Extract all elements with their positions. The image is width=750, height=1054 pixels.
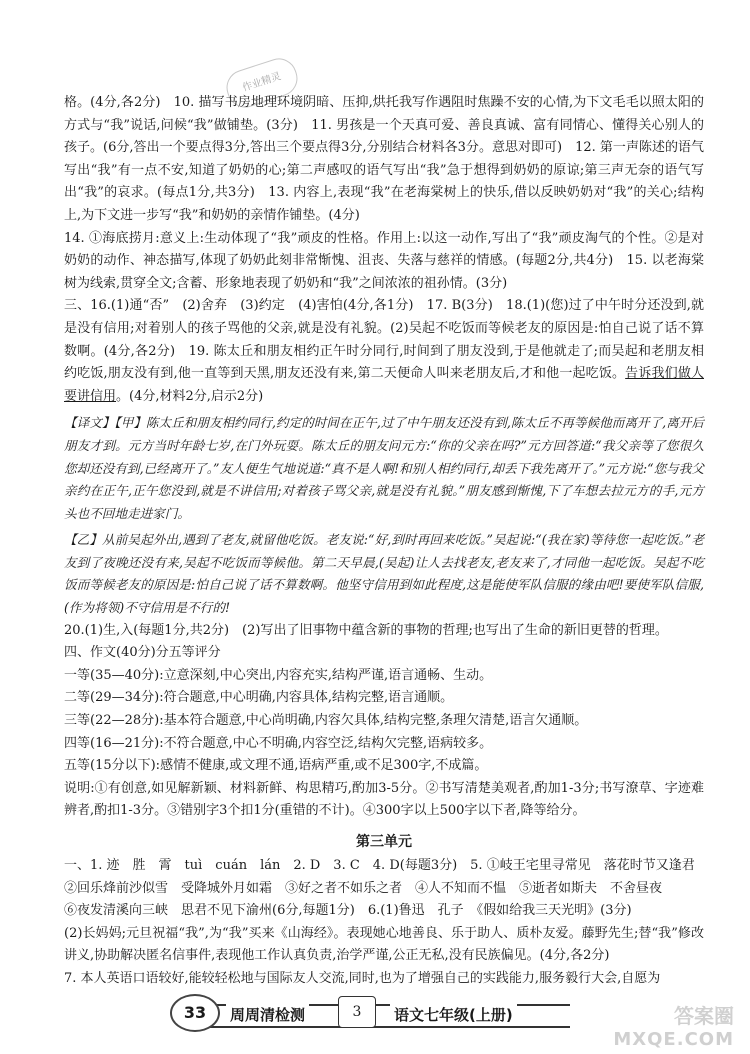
watermark-line-1: 答案圈 <box>674 1004 734 1028</box>
site-watermark <box>613 1004 734 1052</box>
brand-logo-icon: 33 <box>170 994 220 1032</box>
unit-line-1: 一、1. 迹 胜 霄 tuì cuán lán 2. D 3. C 4. D(每题3分) 5. ①岐王宅里寻常见 落花时节又逢君 <box>64 858 695 873</box>
translation-yi: 【乙】从前吴起外出,遇到了老友,就留他吃饭。老友说:“好,到时再回来吃饭。”吴起说:“(我在家)等待您一起吃饭。”老友到了夜晚还没有来,吴起不吃饭而等候他。第二天早晨,(吴起)让人去找老友,老友来了,才同他一起吃饭。吴起不吃饭而等候老友的原因是:怕自己说了话不算数啊。他坚守信用到如此程度,这是能使军队信服的缘由吧!要使军队信服,(作为将领)不守信用是不行的! <box>64 532 704 616</box>
answer-block-3-text: 三、16.(1)通“否” (2)舍弃 (3)约定 (4)害怕(4分,各1分) 17. B(3分) 18.(1)(您)过了中午时分还没到,就是没有信用;对着别人的孩子骂他的父亲,就是没有礼貌。(2)吴起不吃饭而等候老友的原因是:怕自己说了话不算数啊。(4分,各2分) 19. 陈太丘和朋友相约正午时分同行,时间到了朋友没到,于是他就走了;而吴起和老朋友相约吃饭,朋友没有到,他一直等到天黑,朋友还没有来,第二天便命人叫来老朋友后,才和他一起吃饭。 <box>64 298 704 382</box>
translation-jia: 【译文】【甲】陈太丘和朋友相约同行,约定的时间在正午,过了中午朋友还没有到,陈太丘不再等候他而离开了,离开后朋友才到。元方当时年龄七岁,在门外玩耍。陈太丘的朋友问元方:“你的父亲在吗?”元方回答道:“我父亲等了您很久您却还没有到,已经离开了。”友人便生气地说道:“真不是人啊!和别人相约同行,却丢下我先离开了。”元方说:“您与我父亲约在正午,正午您没到,就是不讲信用;对着孩子骂父亲,就是没有礼貌。”朋友感到惭愧,下了车想去拉元方的手,元方头也不回地走进家门。 <box>64 415 704 521</box>
grade-3: 三等(22—28分):基本符合题意,中心尚明确,内容欠具体,结构完整,条理欠清楚,语言欠通顺。 <box>64 713 588 729</box>
answer-block-3 <box>64 295 704 408</box>
unit-line-3: ⑥夜发清溪向三峡 思君不见下渝州(6分,每题1分) 6.(1)鲁迅 孔子 《假如给我三天光明》(3分) <box>64 903 632 919</box>
grade-note: 说明:①有创意,如见解新颖、材料新鲜、构思精巧,酌加3-5分。②书写清楚美观者,酌加1-3分;书写潦草、字迹难辨者,酌扣1-3分。③错别字3个扣1分(重错的不计)。④300字以上500字以下者,降等给分。 <box>64 780 704 819</box>
grade-2: 二等(29—34分):符合题意,中心明确,内容具体,结构完整,语言通顺。 <box>64 690 454 706</box>
stamp-watermark: 作业精灵 <box>222 54 302 112</box>
answer-block-2: 14. ①海底捞月:意义上:生动体现了“我”顽皮的性格。作用上:以这一动作,写出了“我”顽皮淘气的个性。②是对奶奶的动作、神态描写,体现了奶奶此刻非常惭愧、沮丧、失落与慈祥的情感。(每题2分,共4分) 15. 以老海棠树为线索,贯穿全文;含蓄、形象地表现了奶奶和“我”之间浓浓的祖孙情。(3分) <box>64 230 704 291</box>
unit-title: 第三单元 <box>356 834 412 850</box>
answer-block-3-underlined: 告诉我们做人要讲信用 <box>64 366 704 404</box>
unit-line-4: (2)长妈妈;元旦祝福“我”,为“我”买来《山海经》。表现她心地善良、乐于助人、质朴友爱。藤野先生;替“我”修改讲义,协助解决匿名信事件,表现他工作认真负责,治学严谨,公正无私,没有民族偏见。(4分,各2分) <box>64 925 704 964</box>
essay-heading: 四、作文(40分)分五等评分 <box>64 645 221 661</box>
answer-block-3-after: 。(4分,材料2分,启示2分) <box>116 388 264 404</box>
footer-brand: 周周清检测 <box>226 1004 309 1025</box>
grade-5: 五等(15分以下):感情不健康,或文理不通,语病严重,或不足300字,不成篇。 <box>64 758 488 774</box>
answer-block-1: 格。(4分,各2分) 10. 描写书房地理环境阴暗、压抑,烘托我写作遇阻时焦躁不安的心情,为下文毛毛以照太阳的方式与“我”说话,问候“我”做铺垫。(3分) 11. 男孩是一个天真可爱、善良真诚、富有同情心、懂得关心别人的孩子。(6分,答出一个要点得3分,答出三个要点得3分,分别结合材料各3分。意思对即可) 12. 第一声陈述的语气写出“我”有一点不安,知道了奶奶的心;第二声感叹的语气写出“我”急于想得到奶奶的原谅;第三声无奈的语气写出“我”的哀求。(每点1分,共3分) 13. 内容上,表现“我”在老海棠树上的快乐,借以反映奶奶对“我”的关心;结构上,为下文进一步写“我”和奶奶的亲情作铺垫。(4分) <box>64 95 704 223</box>
answer-block-20: 20.(1)生,入(每题1分,共2分) (2)写出了旧事物中蕴含新的事物的哲理;也写出了生命的新旧更替的哲理。 <box>64 622 668 638</box>
grade-1: 一等(35—40分):立意深刻,中心突出,内容充实,结构严谨,语言通畅、生动。 <box>64 667 493 683</box>
footer-grade-label: 语文七年级(上册) <box>390 1004 517 1025</box>
grade-4: 四等(16—21分):不符合题意,中心不明确,内容空泛,结构欠完整,语病较多。 <box>64 735 493 751</box>
unit-line-2: ②回乐烽前沙似雪 受降城外月如霜 ③好之者不如乐之者 ④人不知而不愠 ⑤逝者如斯夫 不舍昼夜 <box>64 880 663 896</box>
page-footer <box>170 990 580 1030</box>
answer-page <box>64 92 704 991</box>
unit-line-5: 7. 本人英语口语较好,能较轻松地与国际友人交流,同时,也为了增强自己的实践能力,服务毅行大会,自愿为 <box>64 970 661 986</box>
watermark-line-2: MXQE.COM <box>613 1029 734 1050</box>
page-number: 3 <box>338 996 376 1028</box>
